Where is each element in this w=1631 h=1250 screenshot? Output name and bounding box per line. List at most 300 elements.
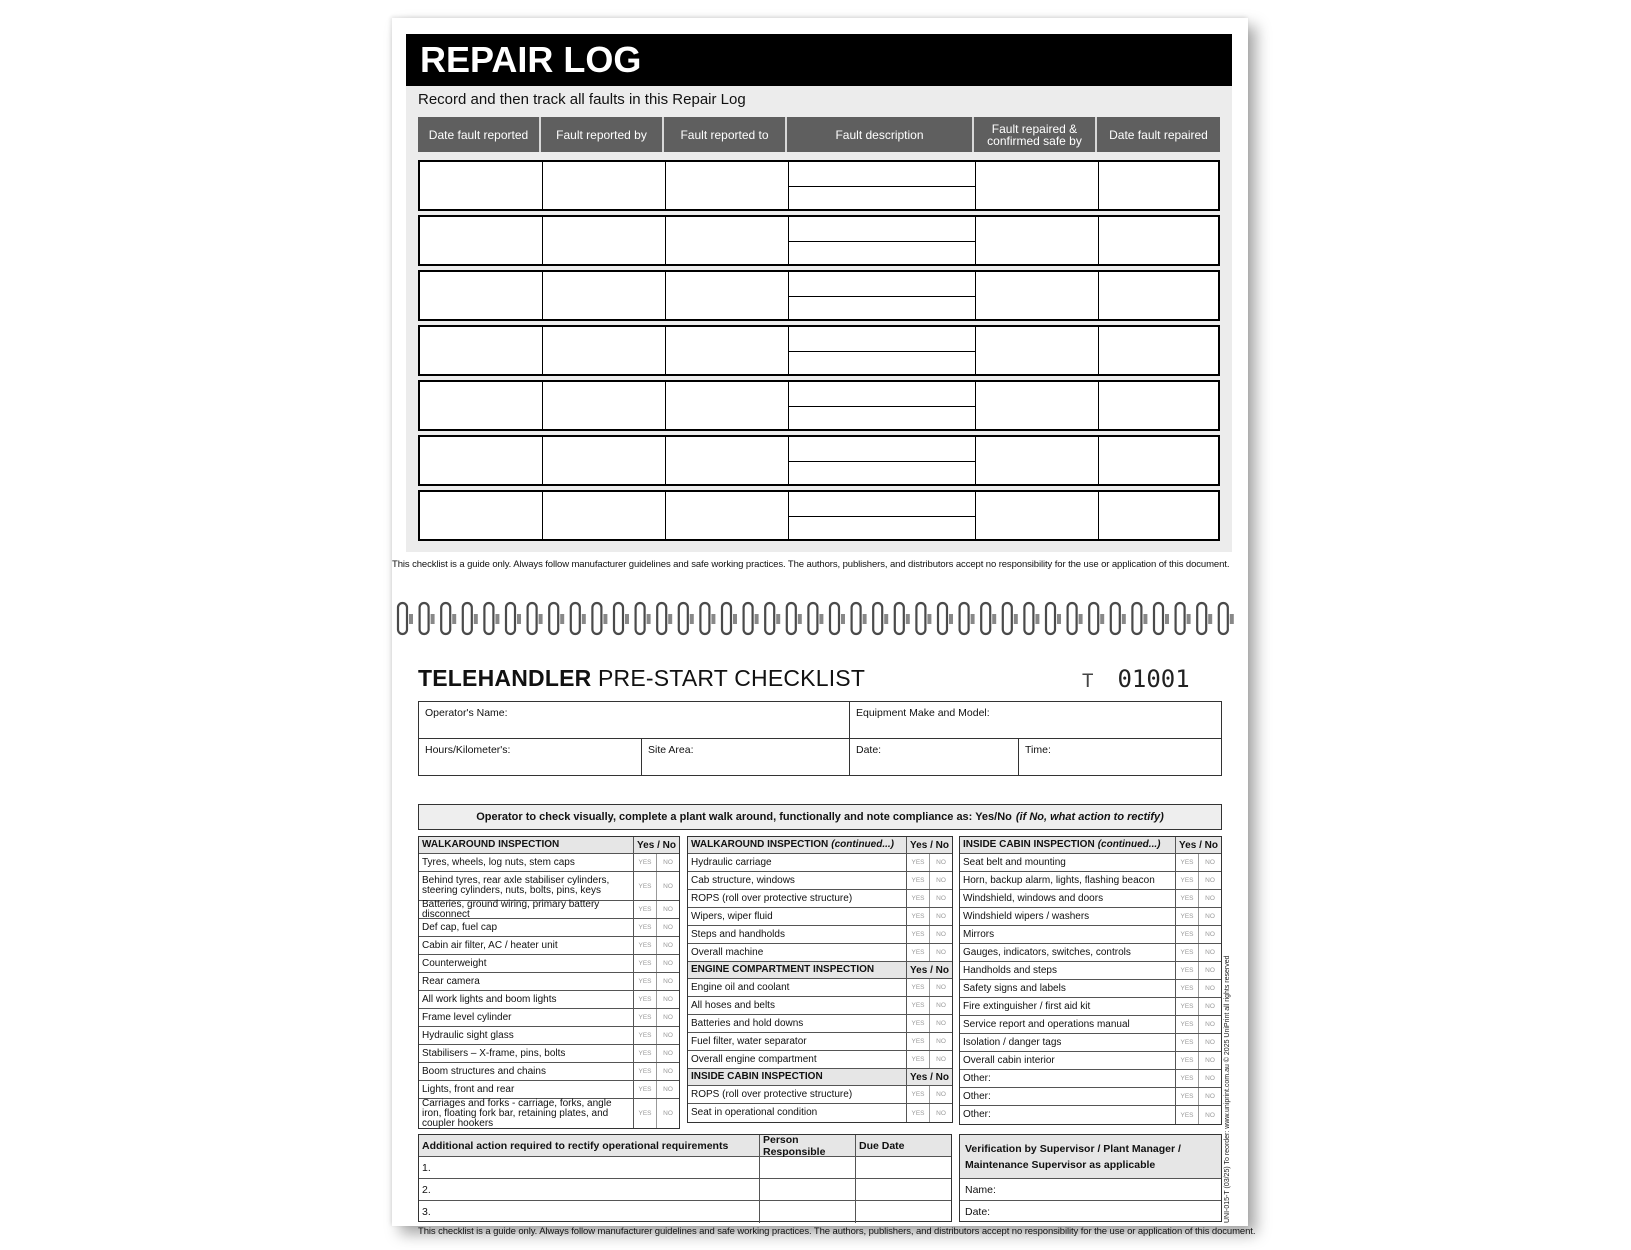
spiral-loop: [744, 603, 759, 634]
spiral-loop: [1003, 603, 1018, 634]
yes-checkbox[interactable]: YES: [1176, 872, 1199, 889]
checklist-item: [419, 991, 679, 1009]
yes-checkbox[interactable]: YES: [634, 1081, 657, 1098]
yes-checkbox[interactable]: YES: [634, 937, 657, 954]
repair-log-cell[interactable]: [789, 217, 976, 264]
repair-log-header: [418, 117, 1220, 152]
checklist-item: [419, 854, 679, 872]
spiral-loop: [1176, 603, 1191, 634]
spiral-loop: [1132, 603, 1147, 634]
col-date-repaired: Date fault repaired: [1109, 127, 1208, 142]
yes-checkbox[interactable]: YES: [1176, 980, 1199, 997]
yes-checkbox[interactable]: YES: [634, 1009, 657, 1026]
no-checkbox[interactable]: NO: [936, 1109, 946, 1117]
repair-log-cell[interactable]: [1099, 162, 1218, 209]
checklist-item: [688, 997, 952, 1015]
person-responsible-header: Person Responsible: [760, 1135, 856, 1156]
section-header-row: [419, 837, 679, 854]
repair-log-row[interactable]: [418, 160, 1220, 211]
yes-checkbox[interactable]: YES: [907, 979, 930, 996]
spiral-loop: [960, 603, 975, 634]
repair-log-cell[interactable]: [976, 327, 1099, 374]
checklist-title: [418, 665, 865, 692]
spiral-loop: [506, 603, 521, 634]
yes-no-header: Yes / No: [910, 839, 949, 851]
repair-log-cell[interactable]: [666, 327, 789, 374]
yes-checkbox[interactable]: YES: [634, 901, 657, 918]
yes-checkbox[interactable]: YES: [634, 991, 657, 1008]
checklist-item-label: Fire extinguisher / first aid kit: [960, 998, 1176, 1015]
checklist-title-bold: TELEHANDLER: [418, 665, 592, 691]
repair-log-row[interactable]: [418, 270, 1220, 321]
spiral-loop: [981, 603, 996, 634]
yes-checkbox[interactable]: YES: [1176, 1034, 1199, 1051]
checklist-item: [960, 980, 1221, 998]
checklist-item-label: Overall machine: [688, 944, 907, 961]
no-checkbox[interactable]: NO: [663, 1032, 673, 1039]
checklist-item-label: Seat in operational condition: [688, 1104, 907, 1122]
spiral-loop: [787, 603, 802, 634]
action-row[interactable]: [419, 1179, 951, 1201]
col-reported-by: Fault reported by: [541, 117, 664, 152]
action-due-cell[interactable]: [856, 1179, 951, 1200]
section-header: [688, 837, 907, 853]
spiral-loop: [484, 603, 499, 634]
yes-checkbox[interactable]: YES: [1176, 1070, 1199, 1087]
repair-log-cell[interactable]: [420, 272, 543, 319]
checklist-item: [688, 1104, 952, 1122]
checklist-item: [960, 1052, 1221, 1070]
yes-checkbox[interactable]: YES: [1176, 854, 1199, 871]
no-checkbox[interactable]: NO: [1205, 1021, 1215, 1028]
spiral-loop: [765, 603, 780, 634]
spiral-loop: [700, 603, 715, 634]
repair-log-cell[interactable]: [976, 437, 1099, 484]
repair-log-cell[interactable]: [666, 382, 789, 429]
checklist-item-label: Batteries and hold downs: [688, 1015, 907, 1032]
no-checkbox[interactable]: NO: [936, 1091, 946, 1098]
spiral-loop: [938, 603, 953, 634]
repair-log-row[interactable]: [418, 490, 1220, 541]
yes-checkbox[interactable]: YES: [907, 1033, 930, 1050]
action-row[interactable]: [419, 1157, 951, 1179]
yes-checkbox[interactable]: YES: [907, 1015, 930, 1032]
no-checkbox[interactable]: NO: [1205, 1075, 1215, 1082]
checklist-item: [688, 872, 952, 890]
action-person-cell[interactable]: [760, 1201, 856, 1223]
no-checkbox[interactable]: NO: [663, 996, 673, 1003]
checklist-item: [688, 926, 952, 944]
checklist-item-label: Hydraulic sight glass: [419, 1027, 634, 1044]
yes-checkbox[interactable]: YES: [1176, 962, 1199, 979]
yes-checkbox[interactable]: YES: [634, 973, 657, 990]
spiral-binding: [392, 600, 1248, 640]
no-checkbox[interactable]: NO: [1205, 985, 1215, 992]
spiral-loop: [916, 603, 931, 634]
checklist-item-label: Gauges, indicators, switches, controls: [960, 944, 1176, 961]
yes-checkbox[interactable]: YES: [907, 908, 930, 925]
action-row-number: 3.: [419, 1201, 760, 1223]
repair-log-cell[interactable]: [666, 492, 789, 539]
instruction-text: Operator to check visually, complete a plant walk around, functionally and note compliance as: Yes/No: [476, 811, 1012, 823]
section-header: [960, 837, 1176, 853]
checklist-item: [419, 898, 679, 920]
repair-log-cell[interactable]: [543, 437, 666, 484]
yes-checkbox[interactable]: YES: [1176, 1106, 1199, 1124]
spiral-loop: [463, 603, 478, 634]
checklist-item: [419, 872, 679, 901]
no-checkbox[interactable]: NO: [663, 1068, 673, 1075]
verification-name-field[interactable]: Name:: [960, 1179, 1221, 1201]
checklist-item: [688, 1015, 952, 1033]
repair-log-cell[interactable]: [666, 162, 789, 209]
yes-checkbox[interactable]: YES: [634, 919, 657, 936]
instruction-note: [418, 804, 1222, 830]
no-checkbox[interactable]: NO: [663, 924, 673, 931]
checklist-item-label: Safety signs and labels: [960, 980, 1176, 997]
checklist-item: [688, 979, 952, 997]
section-header-italic: (continued...): [1097, 839, 1161, 850]
no-checkbox[interactable]: NO: [936, 1002, 946, 1009]
spiral-loop: [895, 603, 910, 634]
repair-log-cell[interactable]: [789, 437, 976, 484]
serial-number: [1082, 665, 1190, 693]
repair-log-cell[interactable]: [666, 272, 789, 319]
repair-log-cell[interactable]: [1099, 492, 1218, 539]
repair-log-cell[interactable]: [420, 162, 543, 209]
no-checkbox[interactable]: NO: [663, 1086, 673, 1093]
checklist-item: [419, 973, 679, 991]
spiral-loop: [441, 603, 456, 634]
yes-checkbox[interactable]: YES: [634, 1045, 657, 1062]
repair-log-cell[interactable]: [543, 272, 666, 319]
repair-log-cell[interactable]: [420, 437, 543, 484]
checklist-item-label: Boom structures and chains: [419, 1063, 634, 1080]
spiral-loop: [679, 603, 694, 634]
spiral-loop: [1219, 603, 1234, 634]
no-checkbox[interactable]: NO: [663, 1110, 673, 1117]
info-row-1: [418, 701, 1222, 739]
checklist-item-label: ROPS (roll over protective structure): [688, 1086, 907, 1103]
date-field[interactable]: Date:: [850, 739, 1019, 775]
checklist-item-label: Behind tyres, rear axle stabiliser cylinders, steering cylinders, nuts, bolts, pins, keys: [419, 872, 634, 900]
checklist-item-label: Fuel filter, water separator: [688, 1033, 907, 1050]
checklist-item: [960, 908, 1221, 926]
checklist-item: [688, 944, 952, 962]
no-checkbox[interactable]: NO: [1205, 895, 1215, 902]
yes-checkbox[interactable]: YES: [1176, 944, 1199, 961]
serial-prefix: T: [1082, 670, 1094, 692]
repair-log-panel: [406, 34, 1232, 552]
checklist-item-label: Batteries, ground wiring, primary battery disconnect: [419, 901, 634, 918]
no-checkbox[interactable]: NO: [1205, 1003, 1215, 1010]
section-header-text: INSIDE CABIN INSPECTION: [963, 839, 1095, 850]
checklist-item-label: Engine oil and coolant: [688, 979, 907, 996]
yes-checkbox[interactable]: YES: [1176, 926, 1199, 943]
checklist-item: [419, 1081, 679, 1099]
yes-checkbox[interactable]: YES: [1176, 1052, 1199, 1069]
no-checkbox[interactable]: NO: [936, 1056, 946, 1063]
no-checkbox[interactable]: NO: [1205, 931, 1215, 938]
inside-cabin-continued-table: [959, 836, 1222, 1125]
no-checkbox[interactable]: NO: [1205, 913, 1215, 920]
no-checkbox[interactable]: NO: [663, 978, 673, 985]
spiral-loop: [1046, 603, 1061, 634]
checklist-item: [960, 998, 1221, 1016]
repair-log-cell[interactable]: [543, 162, 666, 209]
repair-log-cell[interactable]: [789, 162, 976, 209]
checklist-item-label: Other:: [960, 1070, 1176, 1087]
checklist-item: [688, 1086, 952, 1104]
checklist-item: [688, 854, 952, 872]
spiral-loop: [657, 603, 672, 634]
repair-log-cell[interactable]: [543, 217, 666, 264]
checklist-item: [419, 1099, 679, 1128]
action-person-cell[interactable]: [760, 1179, 856, 1200]
section-header: [688, 962, 907, 978]
no-checkbox[interactable]: NO: [1205, 1039, 1215, 1046]
yes-checkbox[interactable]: YES: [907, 872, 930, 889]
no-checkbox[interactable]: NO: [663, 960, 673, 967]
no-checkbox[interactable]: NO: [1205, 1057, 1215, 1064]
spiral-loop: [1024, 603, 1039, 634]
checklist-item-label: Lights, front and rear: [419, 1081, 634, 1098]
no-checkbox[interactable]: NO: [1205, 949, 1215, 956]
repair-log-cell[interactable]: [543, 327, 666, 374]
yes-checkbox[interactable]: YES: [907, 854, 930, 871]
verification-box: [959, 1134, 1222, 1222]
checklist-title-rest: PRE-START CHECKLIST: [598, 665, 866, 691]
yes-no-header: Yes / No: [910, 1071, 949, 1083]
checklist-item-label: Mirrors: [960, 926, 1176, 943]
checklist-item-label: Frame level cylinder: [419, 1009, 634, 1026]
no-checkbox[interactable]: NO: [1205, 859, 1215, 866]
no-checkbox[interactable]: NO: [1205, 1093, 1215, 1100]
repair-log-cell[interactable]: [789, 492, 976, 539]
checklist-item-label: Tyres, wheels, log nuts, stem caps: [419, 854, 634, 871]
repair-log-cell[interactable]: [1099, 437, 1218, 484]
actions-header-row: [419, 1135, 951, 1157]
document-sheet: [392, 18, 1256, 1237]
action-row-number: 1.: [419, 1157, 760, 1178]
yes-checkbox[interactable]: YES: [907, 944, 930, 961]
repair-log-row[interactable]: [418, 215, 1220, 266]
repair-log-cell[interactable]: [420, 382, 543, 429]
no-checkbox[interactable]: NO: [936, 913, 946, 920]
repair-log-cell[interactable]: [543, 382, 666, 429]
repair-log-cell[interactable]: [420, 492, 543, 539]
serial-value: 01001: [1117, 665, 1190, 693]
repair-log-cell[interactable]: [976, 492, 1099, 539]
checklist-item: [419, 937, 679, 955]
no-checkbox[interactable]: NO: [663, 906, 673, 913]
repair-log-cell[interactable]: [976, 272, 1099, 319]
yes-no-header: Yes / No: [910, 964, 949, 976]
checklist-item-label: Counterweight: [419, 955, 634, 972]
no-checkbox[interactable]: NO: [936, 859, 946, 866]
checklist-item-label: Other:: [960, 1088, 1176, 1105]
checklist-item: [960, 1106, 1221, 1124]
checklist-item: [688, 1033, 952, 1051]
yes-checkbox[interactable]: YES: [634, 1099, 657, 1128]
col-confirmed-safe-by: Fault repaired & confirmed safe by: [974, 117, 1097, 152]
col-date-reported: Date fault reported: [418, 117, 541, 152]
no-checkbox[interactable]: NO: [936, 877, 946, 884]
no-checkbox[interactable]: NO: [936, 931, 946, 938]
due-date-header: Due Date: [859, 1139, 905, 1152]
verification-header: Verification by Supervisor / Plant Manager / Maintenance Supervisor as applicable: [960, 1135, 1221, 1179]
checklist-item: [960, 962, 1221, 980]
checklist-item-label: Wipers, wiper fluid: [688, 908, 907, 925]
repair-log-cell[interactable]: [1099, 217, 1218, 264]
equipment-field[interactable]: Equipment Make and Model:: [856, 707, 990, 719]
checklist-item-label: All hoses and belts: [688, 997, 907, 1014]
checklist-item-label: Steps and handholds: [688, 926, 907, 943]
yes-no-header: Yes / No: [1179, 839, 1218, 851]
repair-log-row[interactable]: [418, 435, 1220, 486]
action-due-cell[interactable]: [856, 1157, 951, 1178]
instruction-italic: (if No, what action to rectify): [1015, 811, 1164, 823]
checklist-item-label: Def cap, fuel cap: [419, 919, 634, 936]
no-checkbox[interactable]: NO: [663, 882, 673, 890]
repair-log-cell[interactable]: [976, 217, 1099, 264]
repair-log-cell[interactable]: [1099, 327, 1218, 374]
repair-log-row[interactable]: [418, 325, 1220, 376]
no-checkbox[interactable]: NO: [936, 984, 946, 991]
spiral-loop: [873, 603, 888, 634]
checklist-item: [419, 1009, 679, 1027]
col-fault-description: Fault description: [787, 117, 974, 152]
checklist-item-label: Windshield wipers / washers: [960, 908, 1176, 925]
no-checkbox[interactable]: NO: [663, 942, 673, 949]
actions-header: Additional action required to rectify operational requirements: [419, 1135, 760, 1156]
repair-log-title: REPAIR LOG: [406, 34, 1232, 86]
repair-log-cell[interactable]: [666, 437, 789, 484]
checklist-item: [688, 890, 952, 908]
operator-name-field[interactable]: Operator's Name:: [419, 702, 850, 738]
repair-log-cell[interactable]: [1099, 382, 1218, 429]
yes-checkbox[interactable]: YES: [634, 1063, 657, 1080]
yes-checkbox[interactable]: YES: [1176, 998, 1199, 1015]
checklist-item-label: Seat belt and mounting: [960, 854, 1176, 871]
checklist-item: [960, 944, 1221, 962]
yes-checkbox[interactable]: YES: [1176, 890, 1199, 907]
spiral-loop: [1089, 603, 1104, 634]
checklist-item-label: Other:: [960, 1106, 1176, 1124]
yes-checkbox[interactable]: YES: [634, 1027, 657, 1044]
checklist-item: [419, 1027, 679, 1045]
checklist-item: [960, 890, 1221, 908]
no-checkbox[interactable]: NO: [1205, 967, 1215, 974]
repair-log-cell[interactable]: [789, 272, 976, 319]
checklist-item-label: Windshield, windows and doors: [960, 890, 1176, 907]
spiral-loop: [852, 603, 867, 634]
yes-checkbox[interactable]: YES: [907, 1086, 930, 1103]
no-checkbox[interactable]: NO: [1205, 1111, 1215, 1119]
yes-checkbox[interactable]: YES: [634, 955, 657, 972]
repair-log-cell[interactable]: [666, 217, 789, 264]
no-checkbox[interactable]: NO: [1205, 877, 1215, 884]
action-row-number: 2.: [419, 1179, 760, 1200]
no-checkbox[interactable]: NO: [936, 949, 946, 956]
no-checkbox[interactable]: NO: [936, 1020, 946, 1027]
yes-checkbox[interactable]: YES: [907, 1051, 930, 1068]
spiral-loop: [614, 603, 629, 634]
section-header-text: WALKAROUND INSPECTION: [691, 839, 829, 850]
spiral-loop: [636, 603, 651, 634]
yes-checkbox[interactable]: YES: [907, 926, 930, 943]
no-checkbox[interactable]: NO: [936, 1038, 946, 1045]
site-area-field[interactable]: Site Area:: [642, 739, 850, 775]
repair-log-subtitle: Record and then track all faults in this Repair Log: [418, 91, 746, 108]
checklist-item-label: Carriages and forks - carriage, forks, angle iron, floating fork bar, retaining plates, and coupler hookers: [419, 1099, 634, 1128]
actions-table: [418, 1134, 952, 1222]
section-header-text: WALKAROUND INSPECTION: [422, 839, 560, 850]
checklist-item: [960, 1088, 1221, 1106]
section-header-text: ENGINE COMPARTMENT INSPECTION: [691, 964, 875, 975]
spiral-loop: [722, 603, 737, 634]
action-due-cell[interactable]: [856, 1201, 951, 1223]
repair-log-cell[interactable]: [789, 327, 976, 374]
checklist-item: [419, 955, 679, 973]
repair-log-cell[interactable]: [543, 492, 666, 539]
yes-checkbox[interactable]: YES: [907, 997, 930, 1014]
checklist-item-label: All work lights and boom lights: [419, 991, 634, 1008]
no-checkbox[interactable]: NO: [663, 859, 673, 866]
spiral-loop: [592, 603, 607, 634]
yes-checkbox[interactable]: YES: [907, 1104, 930, 1122]
spiral-loop: [1197, 603, 1212, 634]
repair-log-cell[interactable]: [1099, 272, 1218, 319]
no-checkbox[interactable]: NO: [936, 895, 946, 902]
yes-checkbox[interactable]: YES: [907, 890, 930, 907]
section-header-row: [688, 962, 952, 979]
no-checkbox[interactable]: NO: [663, 1014, 673, 1021]
col-reported-to: Fault reported to: [664, 117, 787, 152]
repair-log-cell[interactable]: [976, 162, 1099, 209]
checklist-item: [960, 1016, 1221, 1034]
checklist-item-label: Isolation / danger tags: [960, 1034, 1176, 1051]
checklist-item-label: ROPS (roll over protective structure): [688, 890, 907, 907]
action-person-cell[interactable]: [760, 1157, 856, 1178]
verification-date-field[interactable]: Date:: [965, 1206, 991, 1218]
no-checkbox[interactable]: NO: [663, 1050, 673, 1057]
yes-checkbox[interactable]: YES: [634, 872, 657, 900]
checklist-item: [419, 1045, 679, 1063]
repair-log-row[interactable]: [418, 380, 1220, 431]
checklist-item-label: Stabilisers – X-frame, pins, bolts: [419, 1045, 634, 1062]
repair-log-cell[interactable]: [976, 382, 1099, 429]
time-field[interactable]: Time:: [1025, 744, 1051, 756]
yes-checkbox[interactable]: YES: [1176, 908, 1199, 925]
yes-checkbox[interactable]: YES: [634, 854, 657, 871]
spiral-loop: [528, 603, 543, 634]
checklist-item-label: Hydraulic carriage: [688, 854, 907, 871]
checklist-item: [960, 854, 1221, 872]
info-row-2: [418, 738, 1222, 776]
checklist-item-label: Rear camera: [419, 973, 634, 990]
repair-log-cell[interactable]: [789, 382, 976, 429]
repair-log-cell[interactable]: [420, 217, 543, 264]
action-row[interactable]: [419, 1201, 951, 1223]
yes-checkbox[interactable]: YES: [1176, 1088, 1199, 1105]
repair-log-cell[interactable]: [420, 327, 543, 374]
checklist-item: [960, 872, 1221, 890]
yes-checkbox[interactable]: YES: [1176, 1016, 1199, 1033]
checklist-item-label: Cab structure, windows: [688, 872, 907, 889]
spiral-loop: [549, 603, 564, 634]
hours-field[interactable]: Hours/Kilometer's:: [419, 739, 642, 775]
